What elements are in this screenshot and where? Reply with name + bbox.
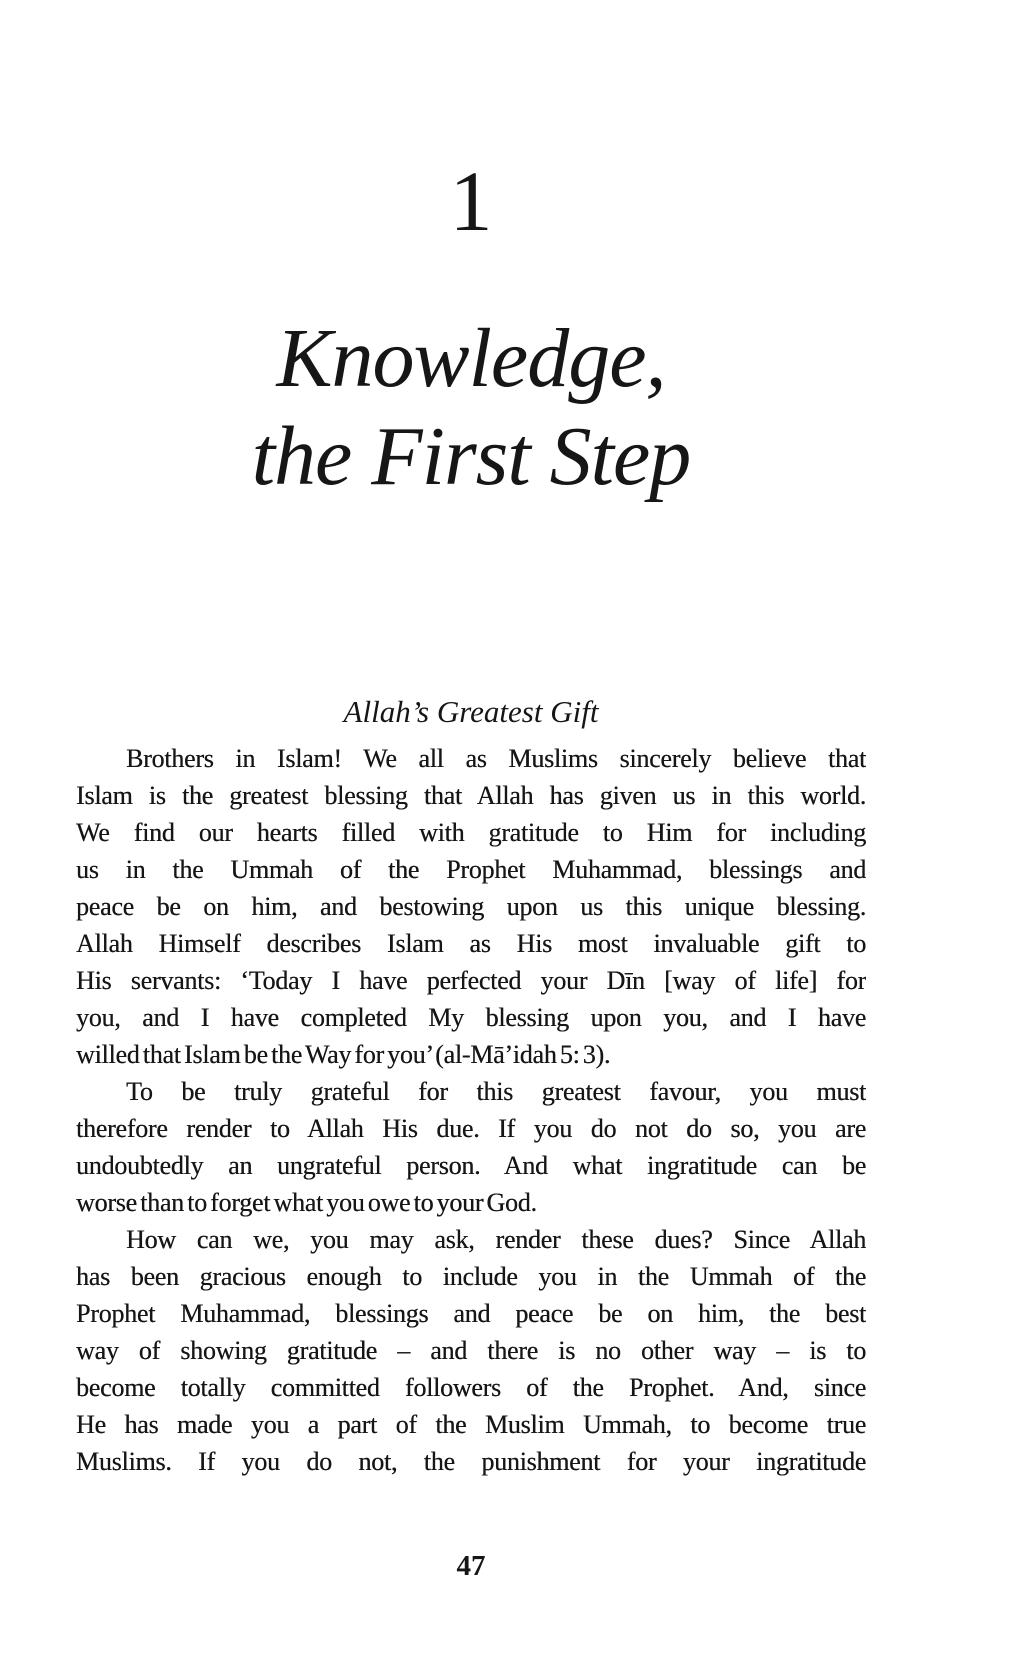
text-line: Prophet Muhammad, blessings and peace be on him, the best [76,1299,866,1328]
chapter-title-line-1: Knowledge, [276,312,666,405]
text-line: way of showing gratitude – and there is no other way – is to [76,1336,866,1365]
text-line: us in the Ummah of the Prophet Muhammad, blessings and [76,855,866,884]
text-line: has been gracious enough to include you in the Ummah of the [76,1262,866,1291]
text-line: Islam is the greatest blessing that Allah has given us in this world. [76,781,866,810]
paragraph [76,1073,866,1221]
text-line: willed that Islam be the Way for you’ (al-Mā’idah 5: 3). [76,1040,611,1069]
body-text [76,740,866,1480]
text-line: you, and I have completed My blessing upon you, and I have [76,1003,866,1032]
page-number: 47 [456,1550,486,1582]
text-line: He has made you a part of the Muslim Ummah, to become true [76,1410,866,1439]
paragraph [76,1221,866,1480]
text-line: peace be on him, and bestowing upon us this unique blessing. [76,892,866,921]
text-line: His servants: ‘Today I have perfected your Dīn [way of life] for [76,966,866,995]
text-line: therefore render to Allah His due. If you do not do so, you are [76,1114,866,1143]
text-line: We find our hearts filled with gratitude to Him for including [76,818,866,847]
text-line: To be truly grateful for this greatest favour, you must [126,1077,866,1106]
section-heading: Allah’s Greatest Gift [343,694,599,729]
text-line: undoubtedly an ungrateful person. And what ingratitude can be [76,1151,866,1180]
text-line: become totally committed followers of the Prophet. And, since [76,1373,866,1402]
paragraph [76,740,866,1073]
text-line: Allah Himself describes Islam as His most invaluable gift to [76,929,866,958]
chapter-title-line-2: the First Step [251,410,691,503]
chapter-title [76,310,866,506]
chapter-number: 1 [449,153,493,249]
text-line: How can we, you may ask, render these dues? Since Allah [126,1225,866,1254]
text-line: Brothers in Islam! We all as Muslims sincerely believe that [126,744,866,773]
text-line: worse than to forget what you owe to your God. [76,1188,537,1217]
text-line: Muslims. If you do not, the punishment for your ingratitude [76,1447,866,1476]
